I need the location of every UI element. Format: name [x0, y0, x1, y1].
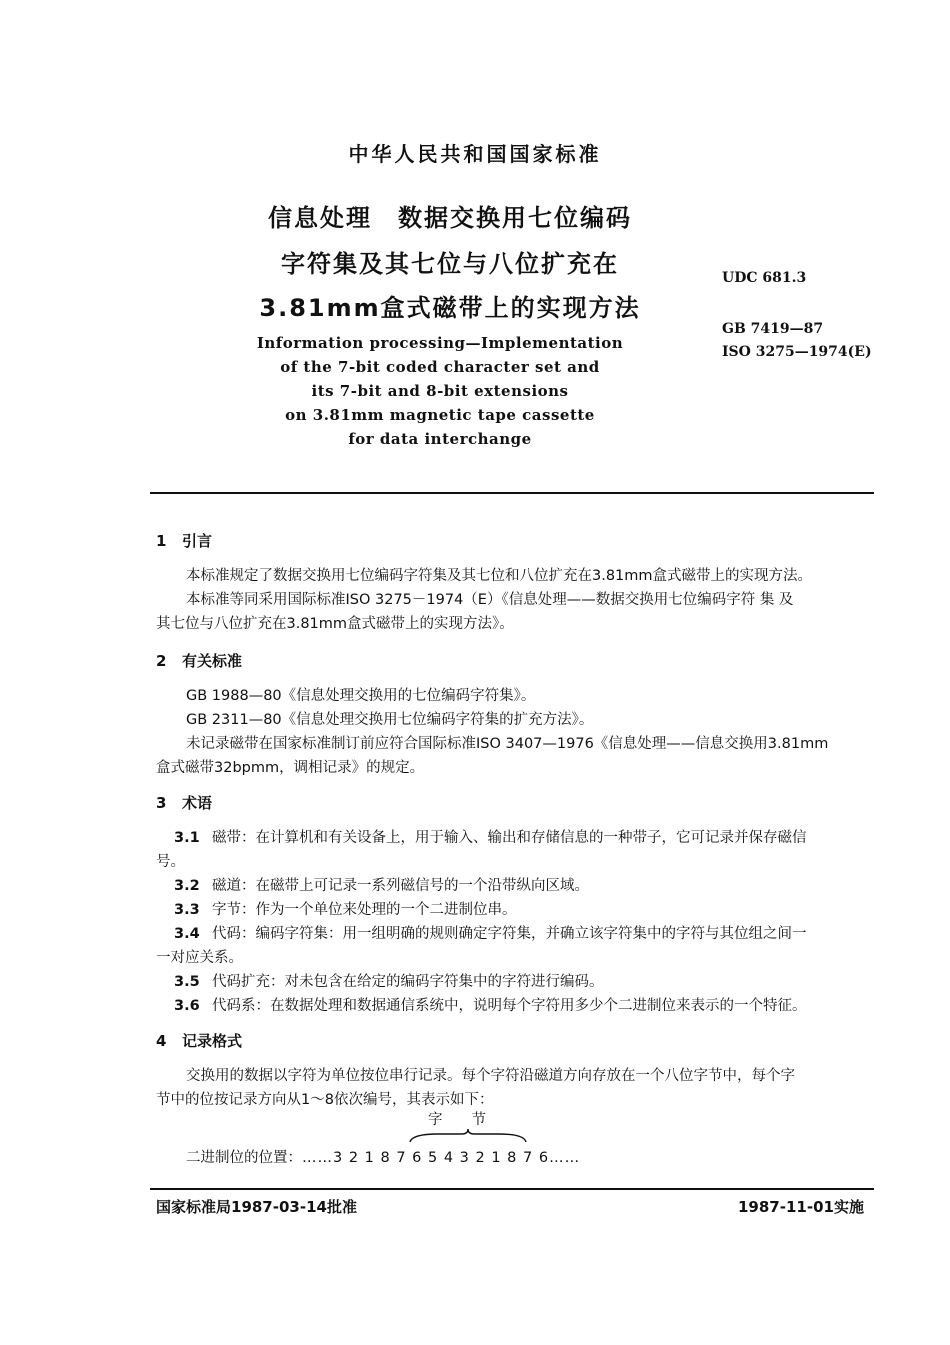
byte-brace: [408, 1128, 528, 1144]
iso-number: ISO 3275—1974(E): [722, 344, 872, 360]
section-title: 引言: [182, 532, 213, 550]
s1-paragraph-2a: 本标准等同采用国际标准ISO 3275－1974（E）《信息处理——数据交换用七位编码字符 集 及: [186, 592, 794, 608]
section-title: 术语: [182, 794, 213, 812]
term-text: 代码扩充：对未包含在给定的编码字符集中的字符进行编码。: [212, 974, 604, 990]
title-en-line-2: of the 7-bit coded character set and: [280, 358, 600, 376]
s2-reference-1: GB 1988—80《信息处理交换用的七位编码字符集》。: [186, 688, 536, 704]
s2-reference-3b: 盒式磁带32bpmm，调相记录》的规定。: [156, 760, 425, 776]
section-number: 1: [156, 532, 167, 550]
title-cn-line-2: 字符集及其七位与八位扩充在: [281, 250, 619, 278]
title-en-line-3: its 7-bit and 8-bit extensions: [311, 382, 569, 400]
section-1-heading: [156, 530, 212, 551]
term-number: 3.5: [174, 974, 200, 990]
title-en-line-5: for data interchange: [348, 430, 532, 448]
term-3-1-continued: 号。: [156, 854, 185, 870]
s4-paragraph-1a: 交换用的数据以字符为单位按位串行记录。每个字符沿磁道方向存放在一个八位字节中，每个字: [186, 1068, 795, 1084]
s2-reference-2: GB 2311—80《信息处理交换用七位编码字符集的扩充方法》。: [186, 712, 594, 728]
bit-positions-label: 二进制位的位置：: [186, 1150, 302, 1166]
section-number: 3: [156, 794, 167, 812]
title-cn-line-3: 3.81mm盒式磁带上的实现方法: [259, 294, 641, 322]
term-number: 3.4: [174, 926, 200, 942]
term-number: 3.2: [174, 878, 200, 894]
title-en-line-1: Information processing—Implementation: [256, 334, 624, 352]
section-title: 有关标准: [182, 652, 243, 670]
section-2-heading: [156, 650, 242, 671]
byte-label: 字 节: [428, 1112, 486, 1128]
term-text: 代码：编码字符集：用一组明确的规则确定字符集，并确立该字符集中的字符与其位组之间一: [212, 926, 807, 942]
term-3-5: [174, 970, 604, 991]
bit-positions-row: [186, 1146, 580, 1167]
term-3-3: [174, 898, 517, 919]
gb-number: GB 7419—87: [722, 321, 824, 337]
header-divider: [150, 492, 874, 494]
bit-positions-sequence: ……3 2 1 8 7 6 5 4 3 2 1 8 7 6……: [302, 1150, 581, 1166]
term-text: 磁道：在磁带上可记录一系列磁信号的一个沿带纵向区域。: [212, 878, 589, 894]
term-number: 3.1: [174, 830, 200, 846]
s1-paragraph-1: 本标准规定了数据交换用七位编码字符集及其七位和八位扩充在3.81mm盒式磁带上的实现方法。: [186, 568, 813, 584]
term-3-1: [174, 826, 807, 847]
title-en-line-4: on 3.81mm magnetic tape cassette: [285, 406, 595, 424]
term-text: 代码系：在数据处理和数据通信系统中，说明每个字符用多少个二进制位来表示的一个特征。: [212, 998, 807, 1014]
term-3-4: [174, 922, 807, 943]
term-3-2: [174, 874, 589, 895]
section-title: 记录格式: [182, 1032, 243, 1050]
term-3-4-continued: 一对应关系。: [156, 950, 243, 966]
section-4-heading: [156, 1030, 242, 1051]
s1-paragraph-2b: 其七位与八位扩充在3.81mm盒式磁带上的实现方法》。: [156, 616, 514, 632]
term-text: 字节：作为一个单位来处理的一个二进制位串。: [212, 902, 517, 918]
approval-date: 国家标准局1987-03-14批准: [156, 1198, 357, 1216]
udc-code: UDC 681.3: [722, 270, 807, 286]
section-3-heading: [156, 792, 212, 813]
s4-paragraph-1b: 节中的位按记录方向从1～8依次编号，其表示如下：: [156, 1092, 494, 1108]
effective-date: 1987-11-01实施: [738, 1198, 864, 1216]
title-cn-line-1: 信息处理 数据交换用七位编码: [268, 204, 632, 232]
national-standard-heading: 中华人民共和国国家标准: [348, 142, 602, 166]
footer-divider: [150, 1188, 874, 1190]
section-number: 4: [156, 1032, 167, 1050]
term-number: 3.6: [174, 998, 200, 1014]
term-text: 磁带：在计算机和有关设备上，用于输入、输出和存储信息的一种带子，它可记录并保存磁信: [212, 830, 807, 846]
term-3-6: [174, 994, 807, 1015]
section-number: 2: [156, 652, 167, 670]
term-number: 3.3: [174, 902, 200, 918]
s2-reference-3a: 未记录磁带在国家标准制订前应符合国际标准ISO 3407—1976《信息处理——信息交换用3.81mm: [186, 736, 829, 752]
